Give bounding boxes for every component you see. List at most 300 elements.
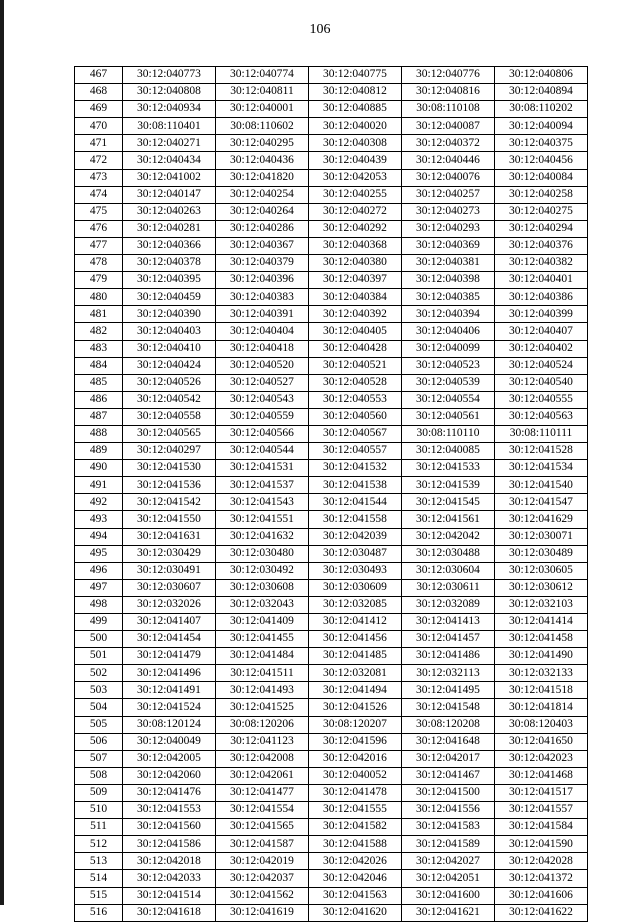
cadastral-number-cell: 30:12:040553: [309, 391, 402, 408]
cadastral-number-cell: 30:12:040894: [495, 84, 588, 101]
cadastral-number-cell: 30:12:040396: [216, 272, 309, 289]
table-row: [75, 648, 588, 665]
table-row: [75, 494, 588, 511]
cadastral-number-cell: 30:12:042026: [309, 853, 402, 870]
cadastral-number-cell: 30:12:030488: [402, 545, 495, 562]
cadastral-number-cell: 30:12:040566: [216, 425, 309, 442]
row-number-cell: 505: [75, 716, 123, 733]
cadastral-number-cell: 30:12:040087: [402, 118, 495, 135]
row-number-cell: 470: [75, 118, 123, 135]
row-number-cell: 476: [75, 220, 123, 237]
cadastral-number-cell: 30:12:041629: [495, 511, 588, 528]
table-row: [75, 272, 588, 289]
row-number-cell: 478: [75, 255, 123, 272]
cadastral-number-cell: 30:12:040384: [309, 289, 402, 306]
cadastral-number-cell: 30:12:041456: [309, 631, 402, 648]
cadastral-number-cell: 30:12:041490: [495, 648, 588, 665]
cadastral-number-cell: 30:12:042037: [216, 870, 309, 887]
cadastral-number-cell: 30:12:040428: [309, 340, 402, 357]
row-number-cell: 509: [75, 784, 123, 801]
row-number-cell: 513: [75, 853, 123, 870]
row-number-cell: 493: [75, 511, 123, 528]
cadastral-number-cell: 30:12:042060: [123, 767, 216, 784]
row-number-cell: 467: [75, 67, 123, 84]
cadastral-number-cell: 30:12:041414: [495, 614, 588, 631]
cadastral-number-cell: 30:12:041412: [309, 614, 402, 631]
table-row: [75, 203, 588, 220]
row-number-cell: 479: [75, 272, 123, 289]
cadastral-number-cell: 30:12:030604: [402, 562, 495, 579]
cadastral-number-cell: 30:12:041551: [216, 511, 309, 528]
table-row: [75, 340, 588, 357]
cadastral-number-cell: 30:12:040436: [216, 152, 309, 169]
table-row: [75, 511, 588, 528]
cadastral-number-cell: 30:12:041413: [402, 614, 495, 631]
cadastral-number-cell: 30:12:042028: [495, 853, 588, 870]
cadastral-number-cell: 30:12:040001: [216, 101, 309, 118]
cadastral-number-cell: 30:12:040257: [402, 186, 495, 203]
cadastral-number-cell: 30:12:040386: [495, 289, 588, 306]
row-number-cell: 482: [75, 323, 123, 340]
cadastral-number-cell: 30:12:041618: [123, 904, 216, 921]
table-row: [75, 665, 588, 682]
cadastral-number-cell: 30:12:041496: [123, 665, 216, 682]
cadastral-number-cell: 30:12:040776: [402, 67, 495, 84]
table-row: [75, 853, 588, 870]
cadastral-number-cell: 30:12:040540: [495, 374, 588, 391]
cadastral-number-cell: 30:12:040366: [123, 237, 216, 254]
cadastral-number-cell: 30:12:040395: [123, 272, 216, 289]
cadastral-number-cell: 30:12:040401: [495, 272, 588, 289]
table-row: [75, 135, 588, 152]
cadastral-number-cell: 30:12:040521: [309, 357, 402, 374]
cadastral-number-cell: 30:08:110108: [402, 101, 495, 118]
cadastral-number-cell: 30:12:041582: [309, 819, 402, 836]
row-number-cell: 514: [75, 870, 123, 887]
cadastral-number-cell: 30:12:040520: [216, 357, 309, 374]
table-row: [75, 237, 588, 254]
table-row: [75, 323, 588, 340]
cadastral-number-cell: 30:12:040398: [402, 272, 495, 289]
table-body: [75, 67, 588, 922]
cadastral-number-cell: 30:12:040368: [309, 237, 402, 254]
table-row: [75, 631, 588, 648]
table-row: [75, 443, 588, 460]
cadastral-number-cell: 30:12:041589: [402, 836, 495, 853]
scan-edge: [0, 0, 4, 905]
cadastral-number-cell: 30:12:041587: [216, 836, 309, 853]
cadastral-number-cell: 30:12:041524: [123, 699, 216, 716]
cadastral-number-cell: 30:12:041491: [123, 682, 216, 699]
row-number-cell: 484: [75, 357, 123, 374]
cadastral-number-cell: 30:12:040085: [402, 443, 495, 460]
row-number-cell: 510: [75, 802, 123, 819]
row-number-cell: 485: [75, 374, 123, 391]
table-row: [75, 750, 588, 767]
cadastral-number-cell: 30:12:041467: [402, 767, 495, 784]
cadastral-number-cell: 30:12:040385: [402, 289, 495, 306]
row-number-cell: 508: [75, 767, 123, 784]
cadastral-number-cell: 30:12:041002: [123, 169, 216, 186]
cadastral-number-cell: 30:12:041500: [402, 784, 495, 801]
cadastral-number-cell: 30:12:041514: [123, 887, 216, 904]
cadastral-number-cell: 30:12:030609: [309, 579, 402, 596]
cadastral-number-cell: 30:12:041544: [309, 494, 402, 511]
cadastral-number-cell: 30:12:040397: [309, 272, 402, 289]
cadastral-number-cell: 30:08:110110: [402, 425, 495, 442]
cadastral-number-cell: 30:12:041486: [402, 648, 495, 665]
cadastral-number-cell: 30:12:032085: [309, 596, 402, 613]
cadastral-number-cell: 30:12:032043: [216, 596, 309, 613]
row-number-cell: 486: [75, 391, 123, 408]
cadastral-number-cell: 30:12:041621: [402, 904, 495, 921]
cadastral-number-cell: 30:12:030605: [495, 562, 588, 579]
cadastral-number-cell: 30:12:041820: [216, 169, 309, 186]
data-table: [74, 66, 588, 922]
cadastral-number-cell: 30:12:040424: [123, 357, 216, 374]
table-row: [75, 682, 588, 699]
cadastral-number-cell: 30:12:040554: [402, 391, 495, 408]
cadastral-number-cell: 30:12:042053: [309, 169, 402, 186]
row-number-cell: 506: [75, 733, 123, 750]
cadastral-number-cell: 30:12:040557: [309, 443, 402, 460]
cadastral-number-cell: 30:12:032081: [309, 665, 402, 682]
cadastral-number-cell: 30:12:041588: [309, 836, 402, 853]
cadastral-number-cell: 30:12:041543: [216, 494, 309, 511]
cadastral-number-cell: 30:12:042019: [216, 853, 309, 870]
cadastral-number-cell: 30:12:040286: [216, 220, 309, 237]
cadastral-number-cell: 30:12:040544: [216, 443, 309, 460]
cadastral-number-cell: 30:12:040773: [123, 67, 216, 84]
row-number-cell: 516: [75, 904, 123, 921]
cadastral-number-cell: 30:12:041620: [309, 904, 402, 921]
row-number-cell: 511: [75, 819, 123, 836]
cadastral-number-cell: 30:12:032133: [495, 665, 588, 682]
row-number-cell: 489: [75, 443, 123, 460]
cadastral-number-cell: 30:12:041526: [309, 699, 402, 716]
cadastral-number-cell: 30:12:040258: [495, 186, 588, 203]
cadastral-number-cell: 30:12:040806: [495, 67, 588, 84]
row-number-cell: 469: [75, 101, 123, 118]
cadastral-number-cell: 30:12:041565: [216, 819, 309, 836]
cadastral-number-cell: 30:12:042023: [495, 750, 588, 767]
cadastral-number-cell: 30:12:040272: [309, 203, 402, 220]
table-row: [75, 84, 588, 101]
cadastral-number-cell: 30:12:040308: [309, 135, 402, 152]
cadastral-number-cell: 30:12:040808: [123, 84, 216, 101]
cadastral-number-cell: 30:12:040543: [216, 391, 309, 408]
cadastral-number-cell: 30:12:041528: [495, 443, 588, 460]
cadastral-number-cell: 30:12:041409: [216, 614, 309, 631]
cadastral-number-cell: 30:12:041494: [309, 682, 402, 699]
cadastral-number-cell: 30:12:042005: [123, 750, 216, 767]
table-row: [75, 169, 588, 186]
cadastral-number-cell: 30:12:040565: [123, 425, 216, 442]
cadastral-number-cell: 30:12:040439: [309, 152, 402, 169]
cadastral-number-cell: 30:12:041538: [309, 477, 402, 494]
cadastral-number-cell: 30:12:041525: [216, 699, 309, 716]
cadastral-number-cell: 30:12:040379: [216, 255, 309, 272]
cadastral-number-cell: 30:12:041554: [216, 802, 309, 819]
row-number-cell: 497: [75, 579, 123, 596]
table-row: [75, 408, 588, 425]
cadastral-number-cell: 30:12:040775: [309, 67, 402, 84]
cadastral-number-cell: 30:12:040555: [495, 391, 588, 408]
table-row: [75, 101, 588, 118]
row-number-cell: 490: [75, 460, 123, 477]
cadastral-number-cell: 30:12:040369: [402, 237, 495, 254]
cadastral-number-cell: 30:12:041479: [123, 648, 216, 665]
row-number-cell: 491: [75, 477, 123, 494]
cadastral-number-cell: 30:12:030607: [123, 579, 216, 596]
cadastral-number-cell: 30:12:030487: [309, 545, 402, 562]
cadastral-number-cell: 30:12:040390: [123, 306, 216, 323]
cadastral-number-cell: 30:12:041468: [495, 767, 588, 784]
table-row: [75, 596, 588, 613]
cadastral-number-cell: 30:12:040254: [216, 186, 309, 203]
table-row: [75, 220, 588, 237]
table-row: [75, 699, 588, 716]
cadastral-number-cell: 30:12:041372: [495, 870, 588, 887]
row-number-cell: 488: [75, 425, 123, 442]
cadastral-number-cell: 30:08:110401: [123, 118, 216, 135]
table-row: [75, 887, 588, 904]
cadastral-number-cell: 30:12:030612: [495, 579, 588, 596]
row-number-cell: 468: [75, 84, 123, 101]
cadastral-number-cell: 30:12:040407: [495, 323, 588, 340]
row-number-cell: 502: [75, 665, 123, 682]
cadastral-number-cell: 30:12:040382: [495, 255, 588, 272]
cadastral-number-cell: 30:12:041534: [495, 460, 588, 477]
cadastral-number-cell: 30:12:041545: [402, 494, 495, 511]
row-number-cell: 515: [75, 887, 123, 904]
cadastral-number-cell: 30:12:030489: [495, 545, 588, 562]
cadastral-number-cell: 30:12:040542: [123, 391, 216, 408]
cadastral-number-cell: 30:12:040539: [402, 374, 495, 391]
cadastral-number-cell: 30:12:040526: [123, 374, 216, 391]
cadastral-number-cell: 30:12:040406: [402, 323, 495, 340]
row-number-cell: 472: [75, 152, 123, 169]
cadastral-number-cell: 30:12:040292: [309, 220, 402, 237]
cadastral-number-cell: 30:12:040560: [309, 408, 402, 425]
cadastral-number-cell: 30:12:040273: [402, 203, 495, 220]
cadastral-number-cell: 30:12:041596: [309, 733, 402, 750]
cadastral-number-cell: 30:12:040255: [309, 186, 402, 203]
cadastral-number-cell: 30:12:041540: [495, 477, 588, 494]
cadastral-number-cell: 30:12:040410: [123, 340, 216, 357]
cadastral-number-cell: 30:12:032113: [402, 665, 495, 682]
cadastral-number-cell: 30:12:040099: [402, 340, 495, 357]
row-number-cell: 480: [75, 289, 123, 306]
cadastral-number-cell: 30:08:120403: [495, 716, 588, 733]
cadastral-number-cell: 30:08:120206: [216, 716, 309, 733]
cadastral-number-cell: 30:12:040052: [309, 767, 402, 784]
cadastral-number-cell: 30:12:040293: [402, 220, 495, 237]
cadastral-number-cell: 30:12:041539: [402, 477, 495, 494]
cadastral-number-cell: 30:12:042039: [309, 528, 402, 545]
cadastral-number-cell: 30:12:040147: [123, 186, 216, 203]
cadastral-number-cell: 30:12:040405: [309, 323, 402, 340]
row-number-cell: 507: [75, 750, 123, 767]
cadastral-number-cell: 30:12:040378: [123, 255, 216, 272]
cadastral-number-cell: 30:12:030493: [309, 562, 402, 579]
cadastral-number-cell: 30:12:040294: [495, 220, 588, 237]
cadastral-number-cell: 30:12:041477: [216, 784, 309, 801]
cadastral-number-cell: 30:12:041123: [216, 733, 309, 750]
cadastral-number-cell: 30:12:041518: [495, 682, 588, 699]
row-number-cell: 474: [75, 186, 123, 203]
row-number-cell: 473: [75, 169, 123, 186]
cadastral-number-cell: 30:12:041553: [123, 802, 216, 819]
cadastral-number-cell: 30:12:040523: [402, 357, 495, 374]
table-row: [75, 186, 588, 203]
table-row: [75, 528, 588, 545]
cadastral-number-cell: 30:12:042016: [309, 750, 402, 767]
cadastral-number-cell: 30:08:110111: [495, 425, 588, 442]
row-number-cell: 495: [75, 545, 123, 562]
cadastral-number-cell: 30:12:041558: [309, 511, 402, 528]
table-row: [75, 579, 588, 596]
cadastral-number-cell: 30:12:040375: [495, 135, 588, 152]
cadastral-number-cell: 30:08:120124: [123, 716, 216, 733]
cadastral-number-cell: 30:12:041557: [495, 802, 588, 819]
cadastral-number-cell: 30:12:041537: [216, 477, 309, 494]
cadastral-number-cell: 30:12:040295: [216, 135, 309, 152]
row-number-cell: 471: [75, 135, 123, 152]
cadastral-number-cell: 30:12:040367: [216, 237, 309, 254]
cadastral-number-cell: 30:12:041560: [123, 819, 216, 836]
cadastral-number-cell: 30:12:040394: [402, 306, 495, 323]
row-number-cell: 487: [75, 408, 123, 425]
cadastral-number-cell: 30:12:040885: [309, 101, 402, 118]
cadastral-number-cell: 30:12:030608: [216, 579, 309, 596]
cadastral-number-cell: 30:12:040558: [123, 408, 216, 425]
cadastral-number-cell: 30:12:041590: [495, 836, 588, 853]
cadastral-number-cell: 30:12:040446: [402, 152, 495, 169]
cadastral-number-cell: 30:12:040380: [309, 255, 402, 272]
table-row: [75, 391, 588, 408]
table-row: [75, 562, 588, 579]
table-row: [75, 67, 588, 84]
table-row: [75, 118, 588, 135]
row-number-cell: 504: [75, 699, 123, 716]
cadastral-number-cell: 30:12:041547: [495, 494, 588, 511]
cadastral-number-cell: 30:12:041632: [216, 528, 309, 545]
cadastral-number-cell: 30:12:042008: [216, 750, 309, 767]
table-row: [75, 374, 588, 391]
cadastral-number-cell: 30:12:040392: [309, 306, 402, 323]
cadastral-number-cell: 30:12:040391: [216, 306, 309, 323]
cadastral-number-cell: 30:12:041600: [402, 887, 495, 904]
cadastral-number-cell: 30:12:030429: [123, 545, 216, 562]
table-row: [75, 152, 588, 169]
cadastral-number-cell: 30:12:040372: [402, 135, 495, 152]
cadastral-number-cell: 30:12:041454: [123, 631, 216, 648]
cadastral-number-cell: 30:12:041495: [402, 682, 495, 699]
cadastral-number-cell: 30:12:040020: [309, 118, 402, 135]
cadastral-number-cell: 30:12:041532: [309, 460, 402, 477]
table-row: [75, 836, 588, 853]
cadastral-number-cell: 30:12:041493: [216, 682, 309, 699]
cadastral-number-cell: 30:12:040816: [402, 84, 495, 101]
cadastral-number-cell: 30:12:030611: [402, 579, 495, 596]
cadastral-number-cell: 30:12:041555: [309, 802, 402, 819]
cadastral-number-cell: 30:12:042042: [402, 528, 495, 545]
cadastral-number-cell: 30:12:041542: [123, 494, 216, 511]
cadastral-number-cell: 30:12:040812: [309, 84, 402, 101]
table-row: [75, 460, 588, 477]
cadastral-number-cell: 30:12:041531: [216, 460, 309, 477]
table-row: [75, 545, 588, 562]
table-row: [75, 306, 588, 323]
table-row: [75, 733, 588, 750]
cadastral-number-cell: 30:12:040404: [216, 323, 309, 340]
row-number-cell: 475: [75, 203, 123, 220]
cadastral-number-cell: 30:12:040297: [123, 443, 216, 460]
cadastral-number-cell: 30:12:041478: [309, 784, 402, 801]
cadastral-number-cell: 30:12:040094: [495, 118, 588, 135]
cadastral-number-cell: 30:12:041457: [402, 631, 495, 648]
table-row: [75, 477, 588, 494]
table-row: [75, 255, 588, 272]
cadastral-number-cell: 30:12:040434: [123, 152, 216, 169]
cadastral-number-cell: 30:12:041606: [495, 887, 588, 904]
row-number-cell: 481: [75, 306, 123, 323]
cadastral-number-cell: 30:12:041814: [495, 699, 588, 716]
cadastral-number-cell: 30:12:030071: [495, 528, 588, 545]
cadastral-number-cell: 30:12:041484: [216, 648, 309, 665]
cadastral-number-cell: 30:08:110602: [216, 118, 309, 135]
row-number-cell: 500: [75, 631, 123, 648]
cadastral-number-cell: 30:12:040402: [495, 340, 588, 357]
table-row: [75, 767, 588, 784]
cadastral-number-cell: 30:12:041530: [123, 460, 216, 477]
cadastral-number-cell: 30:12:041458: [495, 631, 588, 648]
cadastral-number-cell: 30:12:041584: [495, 819, 588, 836]
cadastral-number-cell: 30:08:110202: [495, 101, 588, 118]
cadastral-number-cell: 30:12:041650: [495, 733, 588, 750]
table-row: [75, 425, 588, 442]
cadastral-number-cell: 30:12:032089: [402, 596, 495, 613]
cadastral-number-cell: 30:12:030491: [123, 562, 216, 579]
cadastral-number-cell: 30:12:040281: [123, 220, 216, 237]
table-row: [75, 716, 588, 733]
cadastral-number-cell: 30:12:041563: [309, 887, 402, 904]
cadastral-number-cell: 30:12:040561: [402, 408, 495, 425]
table-row: [75, 784, 588, 801]
cadastral-number-cell: 30:12:042046: [309, 870, 402, 887]
cadastral-number-cell: 30:12:040399: [495, 306, 588, 323]
cadastral-number-cell: 30:12:040376: [495, 237, 588, 254]
cadastral-number-cell: 30:12:041648: [402, 733, 495, 750]
cadastral-number-cell: 30:12:040528: [309, 374, 402, 391]
cadastral-number-cell: 30:12:040275: [495, 203, 588, 220]
cadastral-number-cell: 30:12:041517: [495, 784, 588, 801]
row-number-cell: 477: [75, 237, 123, 254]
cadastral-number-cell: 30:12:041550: [123, 511, 216, 528]
row-number-cell: 496: [75, 562, 123, 579]
cadastral-number-cell: 30:12:042051: [402, 870, 495, 887]
cadastral-number-cell: 30:12:041485: [309, 648, 402, 665]
table-row: [75, 904, 588, 921]
cadastral-number-cell: 30:12:030492: [216, 562, 309, 579]
row-number-cell: 494: [75, 528, 123, 545]
cadastral-number-cell: 30:12:041631: [123, 528, 216, 545]
cadastral-number-cell: 30:12:040263: [123, 203, 216, 220]
cadastral-number-cell: 30:08:120208: [402, 716, 495, 733]
table-row: [75, 289, 588, 306]
cadastral-number-cell: 30:12:032103: [495, 596, 588, 613]
